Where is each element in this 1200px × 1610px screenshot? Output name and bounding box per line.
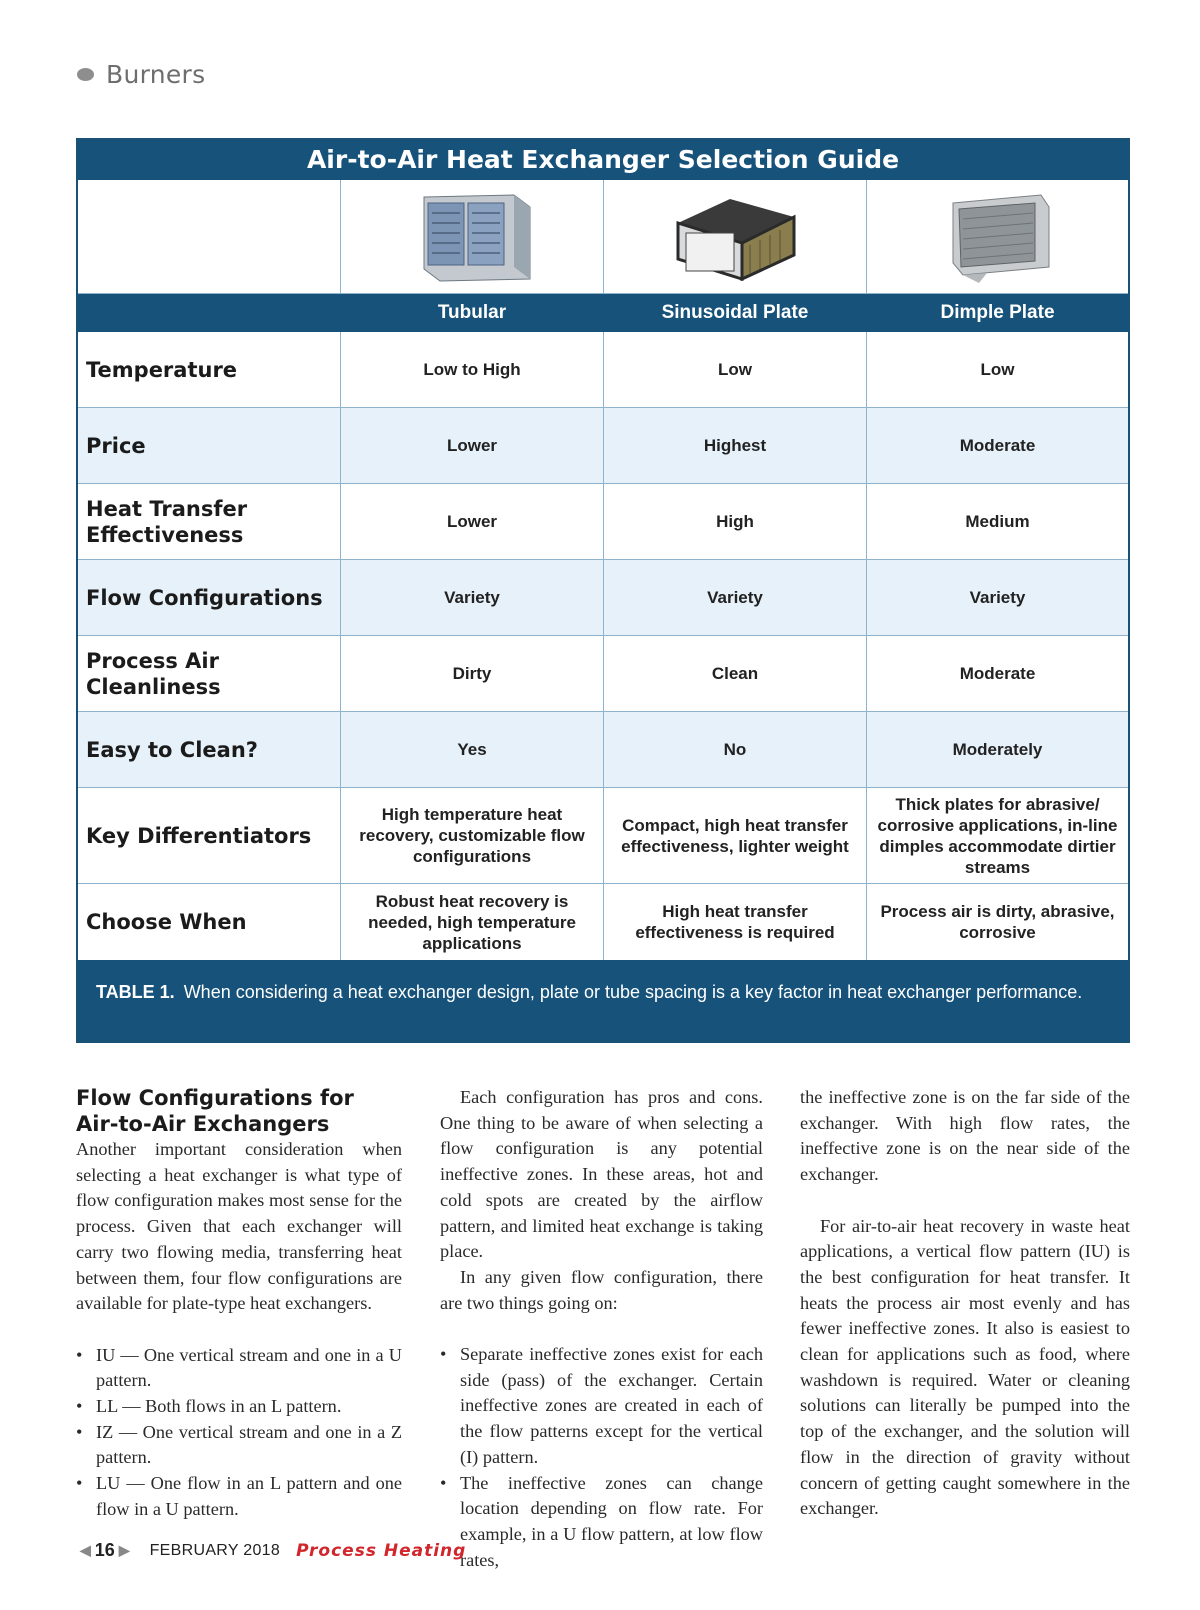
article-paragraph: For air-to-air heat recovery in waste heat applications, a vertical flow pattern (IU) is the best configuration for heat transfer. It heats the process air most evenly and has fewer ineffective zones. It also is easiest to clean for applications such as food, where washdown is required. Water or cleaning solutions can literally be pumped into the top of the exchanger, and the solution will flow in the direction of gravity without concern of getting caught somewhere in the exchanger. [800, 1215, 1130, 1519]
list-item: • The ineffective zones can change location depending on flow rate. For example, in a U flow pattern, at low flow rates, [440, 1471, 763, 1574]
dimple-plate-exchanger-icon [943, 189, 1053, 285]
table-caption [78, 960, 1128, 1041]
table-row [78, 560, 1128, 636]
row-label: Easy to Clean? [78, 712, 341, 787]
table-cell: Variety [604, 560, 867, 635]
table-title: Air-to-Air Heat Exchanger Selection Guide [78, 140, 1128, 180]
article-column-1 [76, 1085, 402, 1523]
page-footer [76, 1540, 466, 1561]
row-label: Key Differentiators [78, 788, 341, 883]
issue-date: FEBRUARY 2018 [149, 1541, 281, 1559]
row-label: Heat Transfer Effectiveness [78, 484, 341, 559]
article-paragraph: the ineffective zone is on the far side of the exchanger. With high flow rates, the ineffective zone is on the near side of the exchanger. [800, 1087, 1130, 1185]
table-cell: Thick plates for abrasive/ corrosive applications, in-line dimples accommodate dirtier streams [877, 794, 1118, 877]
tubular-exchanger-icon [410, 191, 534, 283]
right-arrow-icon: ▶ [118, 1542, 130, 1558]
table-cell: Dirty [341, 636, 604, 711]
caption-tag: TABLE 1. [96, 982, 175, 1002]
table-cell: Lower [341, 408, 604, 483]
list-item: • IU — One vertical stream and one in a U pattern. [76, 1343, 402, 1394]
section-bullet-icon [77, 68, 94, 81]
section-label: Burners [106, 60, 206, 89]
sinusoidal-plate-exchanger-icon [670, 193, 800, 281]
table-cell: Compact, high heat transfer effectiveness, lighter weight [604, 788, 867, 883]
table-cell: Clean [604, 636, 867, 711]
table-cell: Moderately [952, 740, 1043, 759]
col-header-tubular: Tubular [341, 294, 604, 332]
article-heading: Flow Configurations for Air-to-Air Exchangers [76, 1086, 354, 1136]
table-row [78, 408, 1128, 484]
article-paragraph: Another important consideration when selecting a heat exchanger is what type of flow configuration makes most sense for the process. Given that each exchanger will carry two flowing media, transferring heat between them, four flow configurations are available for plate-type heat exchangers. [76, 1139, 402, 1314]
table-cell: Lower [341, 484, 604, 559]
row-label: Price [78, 408, 341, 483]
row-label: Temperature [78, 332, 341, 407]
table-row [78, 636, 1128, 712]
page-number: 16 [94, 1540, 115, 1560]
table-cell: High heat transfer effectiveness is required [604, 884, 867, 960]
table-cell: Low to High [341, 332, 604, 407]
article-column-3 [800, 1085, 1130, 1522]
table-row [78, 484, 1128, 560]
table-row [78, 332, 1128, 408]
table-cell: Moderate [959, 436, 1036, 455]
table-row [78, 712, 1128, 788]
table-cell: Variety [341, 560, 604, 635]
caption-text: When considering a heat exchanger design, plate or tube spacing is a key factor in heat exchanger performance. [183, 982, 1083, 1002]
image-row [78, 180, 1128, 294]
row-label: Choose When [78, 884, 341, 960]
col-header-dimple: Dimple Plate [940, 302, 1055, 323]
article-paragraph: In any given flow configuration, there are two things going on: [440, 1266, 763, 1313]
section-header [77, 60, 205, 89]
list-item: • IZ — One vertical stream and one in a Z pattern. [76, 1420, 402, 1471]
row-label: Flow Configurations [78, 560, 341, 635]
table-cell: Low [980, 360, 1015, 379]
table-row [78, 884, 1128, 960]
table-cell: Medium [965, 512, 1030, 531]
left-arrow-icon: ◀ [80, 1542, 91, 1558]
tubular-image [341, 180, 604, 293]
list-item: • Separate ineffective zones exist for each side (pass) of the exchanger. Certain ineffective zones are created in each of the flow patterns except for the vertical (I) pattern. [440, 1342, 763, 1471]
table-row [78, 788, 1128, 884]
page-number-block [76, 1540, 134, 1561]
article-column-2 [440, 1085, 763, 1573]
article-paragraph: Each configuration has pros and cons. One thing to be aware of when selecting a flow configuration is any potential ineffective zones. In these areas, hot and cold spots are created by the airflow pattern, and limited heat exchange is taking place. [440, 1087, 763, 1262]
table-cell: Robust heat recovery is needed, high temperature applications [341, 884, 604, 960]
selection-guide-table [76, 138, 1130, 1043]
publication-name: Process Heating [296, 1540, 467, 1561]
row-label: Process Air Cleanliness [78, 636, 341, 711]
table-cell: No [604, 712, 867, 787]
list-item: • LU — One flow in an L pattern and one flow in a U pattern. [76, 1471, 402, 1522]
sinusoidal-plate-image [604, 180, 867, 293]
ineffective-zones-list [440, 1342, 763, 1573]
table-cell: Low [604, 332, 867, 407]
table-cell: Highest [604, 408, 867, 483]
list-item: • LL — Both flows in an L pattern. [76, 1394, 402, 1420]
dimple-plate-image [867, 180, 1128, 293]
header-empty-cell [78, 294, 341, 332]
column-header-row [78, 294, 1128, 332]
col-header-sinusoidal: Sinusoidal Plate [604, 294, 867, 332]
image-row-empty-cell [78, 180, 341, 293]
table-cell: Yes [341, 712, 604, 787]
flow-config-list [76, 1343, 402, 1523]
table-cell: Process air is dirty, abrasive, corrosive [880, 902, 1115, 942]
table-cell: High temperature heat recovery, customizable flow configurations [341, 788, 604, 883]
table-cell: Variety [969, 588, 1026, 607]
table-cell: High [604, 484, 867, 559]
table-cell: Moderate [959, 664, 1036, 683]
